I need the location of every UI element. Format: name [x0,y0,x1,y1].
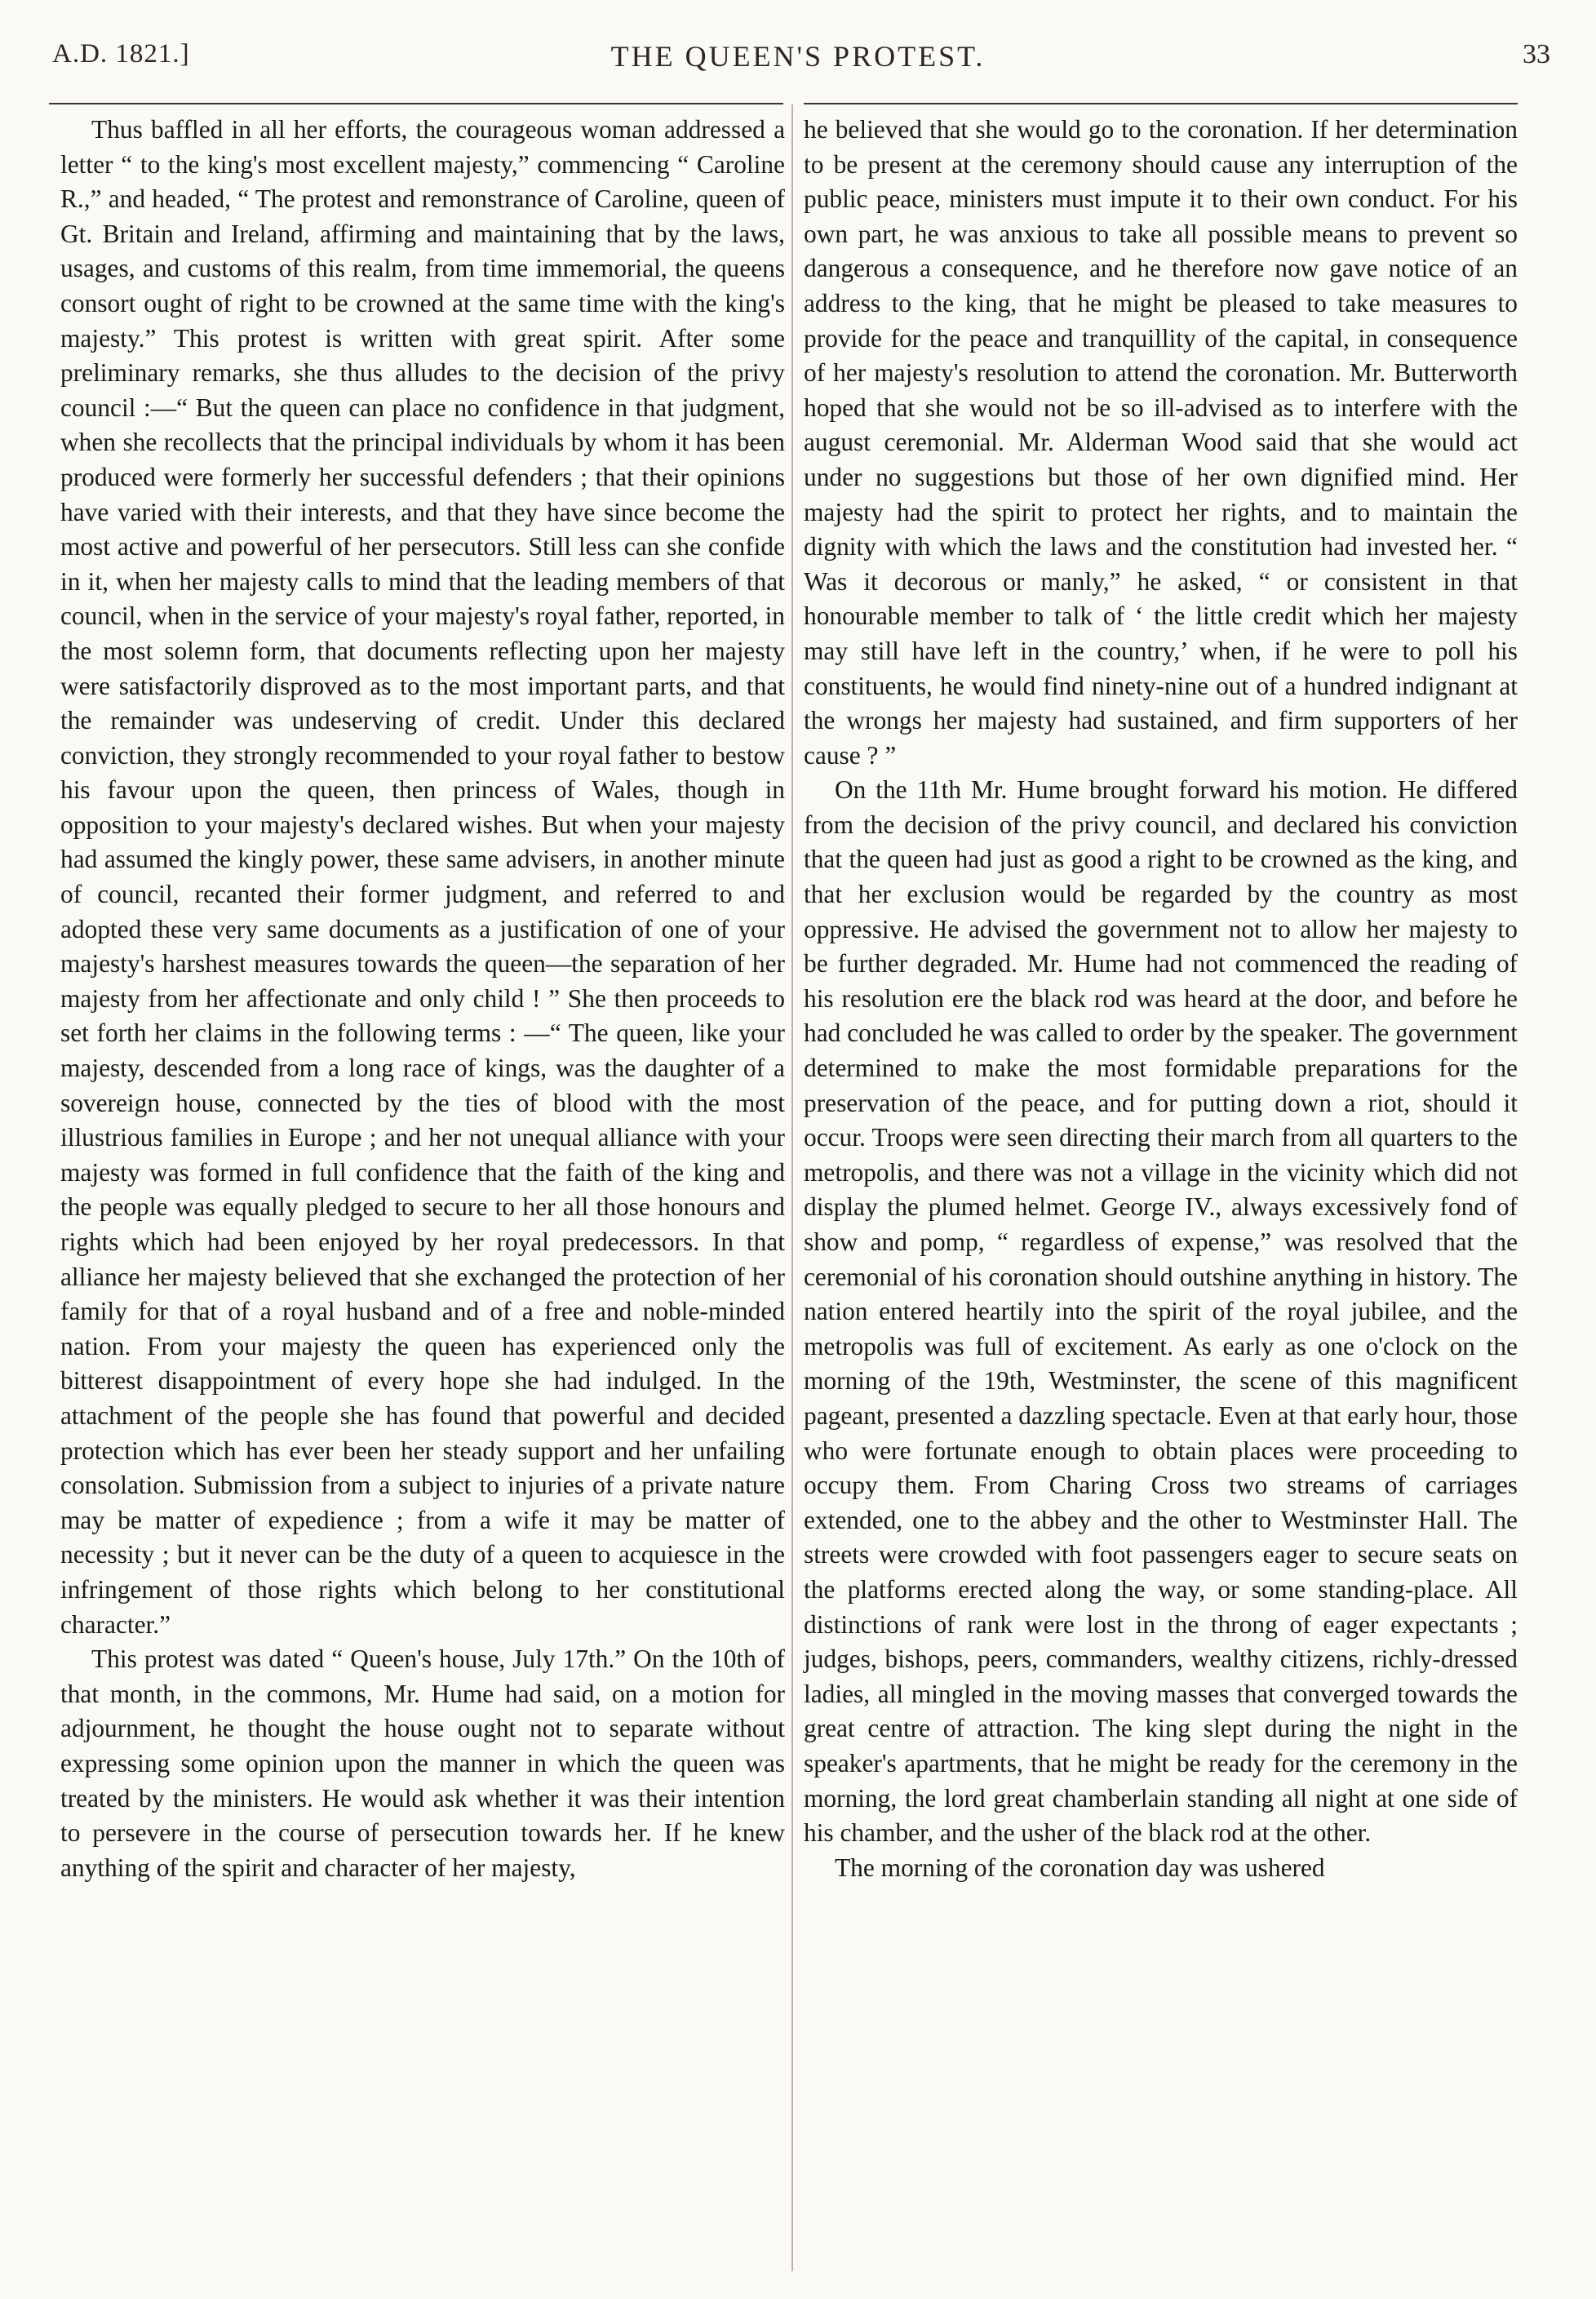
column-divider [791,104,793,2271]
paragraph: On the 11th Mr. Hume brought forward his motion. He differed from the decision of the privy council, and declared his conviction that the queen had just as good a right to be crowned as the king, and that her exclusion would be regarded by the country as most oppressive. He advised the government not to allow her majesty to be further degraded. Mr. Hume had not commenced the reading of his resolution ere the black rod was heard at the door, and before he had concluded he was called to order by the speaker. The government determined to make the most formidable preparations for the preservation of the peace, and for putting down a riot, should it occur. Troops were seen directing their march from all quarters to the metropolis, and there was not a village in the vicinity which did not display the plumed helmet. George IV., always excessively fond of show and pomp, “ regardless of expense,” was resolved that the ceremonial of his coronation should outshine anything in history. The nation entered heartily into the spirit of the royal jubilee, and the metropolis was full of excitement. As early as one o'clock on the morning of the 19th, Westminster, the scene of this magnificent pageant, presented a dazzling spectacle. Even at that early hour, those who were fortunate enough to obtain places were proceeding to occupy them. From Charing Cross two streams of carriages extended, one to the abbey and the other to Westminster Hall. The streets were crowded with foot passengers eager to secure seats on the platforms erected along the way, or some standing-place. All distinctions of rank were lost in the throng of eager expectants ; judges, bishops, peers, commanders, wealthy citizens, richly-dressed ladies, all mingled in the moving masses that converged towards the great centre of attraction. The king slept during the night in the speaker's apartments, that he might be ready for the ceremony in the morning, the lord great chamberlain standing all night at one side of his chamber, and the usher of the black rod at the other. [804,775,1518,1848]
header-year: A.D. 1821.] [52,39,190,69]
left-column [60,113,785,1885]
paragraph: he believed that she would go to the coronation. If her determination to be present at the ceremony should cause any interruption of the public peace, ministers must impute it to their own conduct. For his own part, he was anxious to take all possible means to prevent so dangerous a consequence, and he therefore now gave notice of an address to the king, that he might be pleased to take measures to provide for the peace and tranquillity of the capital, in consequence of her majesty's resolution to attend the coronation. Mr. Butterworth hoped that she would not be so ill-advised as to interfere with the august ceremonial. Mr. Alderman Wood said that she would act under no suggestions but those of her own dignified mind. Her majesty had the spirit to protect her rights, and to maintain the dignity with which the laws and the constitution had invested her. “ Was it decorous or manly,” he asked, “ or consistent in that honourable member to talk of ‘ the little credit which her majesty may still have left in the country,’ when, if he were to poll his constituents, he would find ninety-nine out of a hundred indignant at the wrongs her majesty had sustained, and firm supporters of her cause ? ” [804,115,1518,770]
running-header [41,39,1555,80]
right-column [804,113,1518,1885]
header-rule-right [804,103,1518,104]
header-rule-left [49,103,783,104]
header-title: THE QUEEN'S PROTEST. [610,40,986,73]
paragraph: This protest was dated “ Queen's house, July 17th.” On the 10th of that month, in the commons, Mr. Hume had said, on a motion for adjournment, he thought the house ought not to separate without expressing some opinion upon the manner in which the queen was treated by the ministers. He would ask whether it was their intention to persevere in the course of persecution towards her. If he knew anything of the spirit and character of her majesty, [60,1644,785,1882]
page-number: 33 [1523,39,1550,69]
paragraph: The morning of the coronation day was ushered [835,1853,1325,1882]
paragraph: Thus baffled in all her efforts, the courageous woman addressed a letter “ to the king's most excellent majesty,” commencing “ Caroline R.,” and headed, “ The protest and remonstrance of Caroline, queen of Gt. Britain and Ireland, affirming and maintaining that by the laws, usages, and customs of this realm, from time immemorial, the queens consort ought of right to be crowned at the same time with the king's majesty.” This protest is written with great spirit. After some preliminary remarks, she thus alludes to the decision of the privy council :—“ But the queen can place no confidence in that judgment, when she recollects that the principal individuals by whom it has been produced were formerly her successful defenders ; that their opinions have varied with their interests, and that they have since become the most active and powerful of her persecutors. Still less can she confide in it, when her majesty calls to mind that the leading members of that council, when in the service of your majesty's royal father, reported, in the most solemn form, that documents reflecting upon her majesty were satisfactorily disproved as to the most important parts, and that the remainder was undeserving of credit. Under this declared conviction, they strongly recommended to your royal father to bestow his favour upon the queen, then princess of Wales, though in opposition to your majesty's declared wishes. But when your majesty had assumed the kingly power, these same advisers, in another minute of council, recanted their former judgment, and referred to and adopted these very same documents as a justification of one of your majesty's harshest measures towards the queen—the separation of her majesty from her affectionate and only child ! ” She then proceeds to set forth her claims in the following terms : —“ The queen, like your majesty, descended from a long race of kings, was the daughter of a sovereign house, connected by the ties of blood with the most illustrious families in Europe ; and her not unequal alliance with your majesty was formed in full confidence that the faith of the king and the people was equally pledged to secure to her all those honours and rights which had been enjoyed by her royal predecessors. In that alliance her majesty believed that she exchanged the protection of her family for that of a royal husband and of a free and noble-minded nation. From your majesty the queen has experienced only the bitterest disappointment of every hope she had indulged. In the attachment of the people she has found that powerful and decided protection which has ever been her steady support and her unfailing consolation. Submission from a subject to injuries of a private nature may be matter of expedience ; from a wife it may be matter of necessity ; but it never can be the duty of a queen to acquiesce in the infringement of those rights which belong to her constitutional character.” [60,115,785,1639]
